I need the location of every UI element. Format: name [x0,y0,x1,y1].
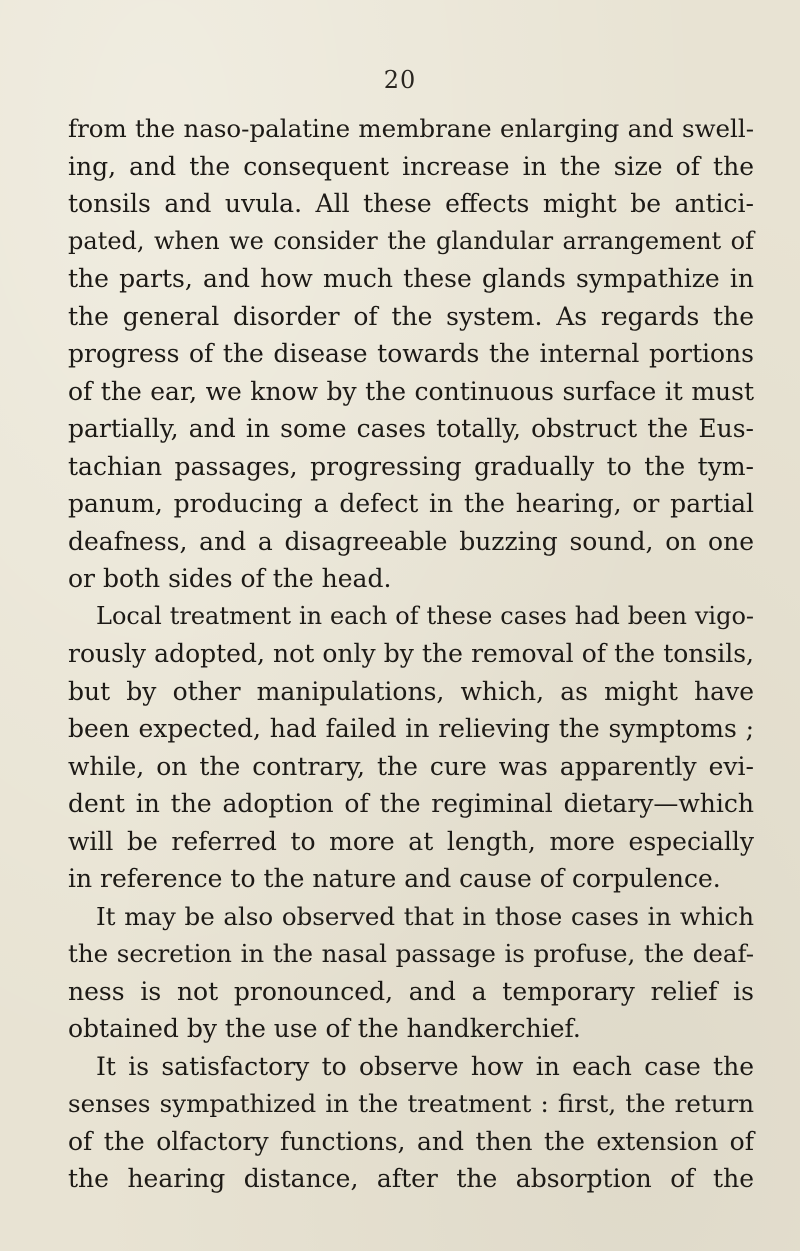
text-line: the secretion in the nasal passage is profuse, the deaf- [68,939,754,968]
text-line: panum, producing a defect in the hearing, or partial [68,489,754,518]
text-line: It may be also observed that in those cases in which [96,901,754,931]
page-number: 20 [383,66,417,94]
text-line: from the naso-palatine membrane enlarging and swell- [68,114,754,143]
text-line: obtained by the use of the handkerchief. [68,1014,581,1043]
text-line: It is satisfactory to observe how in each case the [96,1051,754,1081]
text-line: but by other manipulations, which, as might have [68,676,754,706]
text-line: the hearing distance, after the absorption of the [68,1164,754,1193]
text-line: or both sides of the head. [68,564,392,593]
text-line: Local treatment in each of these cases had been vigo- [96,601,754,630]
text-line: will be referred to more at length, more especially [68,826,754,856]
text-line: of the ear, we know by the continuous surface it must [68,376,754,406]
text-line: the parts, and how much these glands sympathize in [68,264,754,293]
text-line: partially, and in some cases totally, obstruct the Eus- [68,414,754,443]
text-line: been expected, had failed in relieving the symptoms ; [68,714,754,743]
text-line: rously adopted, not only by the removal of the tonsils, [68,639,754,668]
text-line: progress of the disease towards the internal portions [68,339,754,368]
body-text [68,110,754,1198]
text-line: dent in the adoption of the regiminal dietary—which [68,789,754,818]
text-line: while, on the contrary, the cure was apparently evi- [68,751,754,781]
text-line: senses sympathized in the treatment : first, the return [68,1089,754,1118]
text-line: of the olfactory functions, and then the extension of [68,1126,754,1156]
text-line: the general disorder of the system. As regards the [68,301,754,331]
text-line: pated, when we consider the glandular arrangement of [68,226,754,255]
text-line: tonsils and uvula. All these effects might be antici- [68,189,754,218]
text-line: tachian passages, progressing gradually to the tym- [68,451,754,481]
text-line: deafness, and a disagreeable buzzing sound, on one [68,526,754,556]
text-line: ing, and the consequent increase in the size of the [68,151,754,181]
text-line: in reference to the nature and cause of corpulence. [68,864,721,893]
text-line: ness is not pronounced, and a temporary relief is [68,976,754,1006]
